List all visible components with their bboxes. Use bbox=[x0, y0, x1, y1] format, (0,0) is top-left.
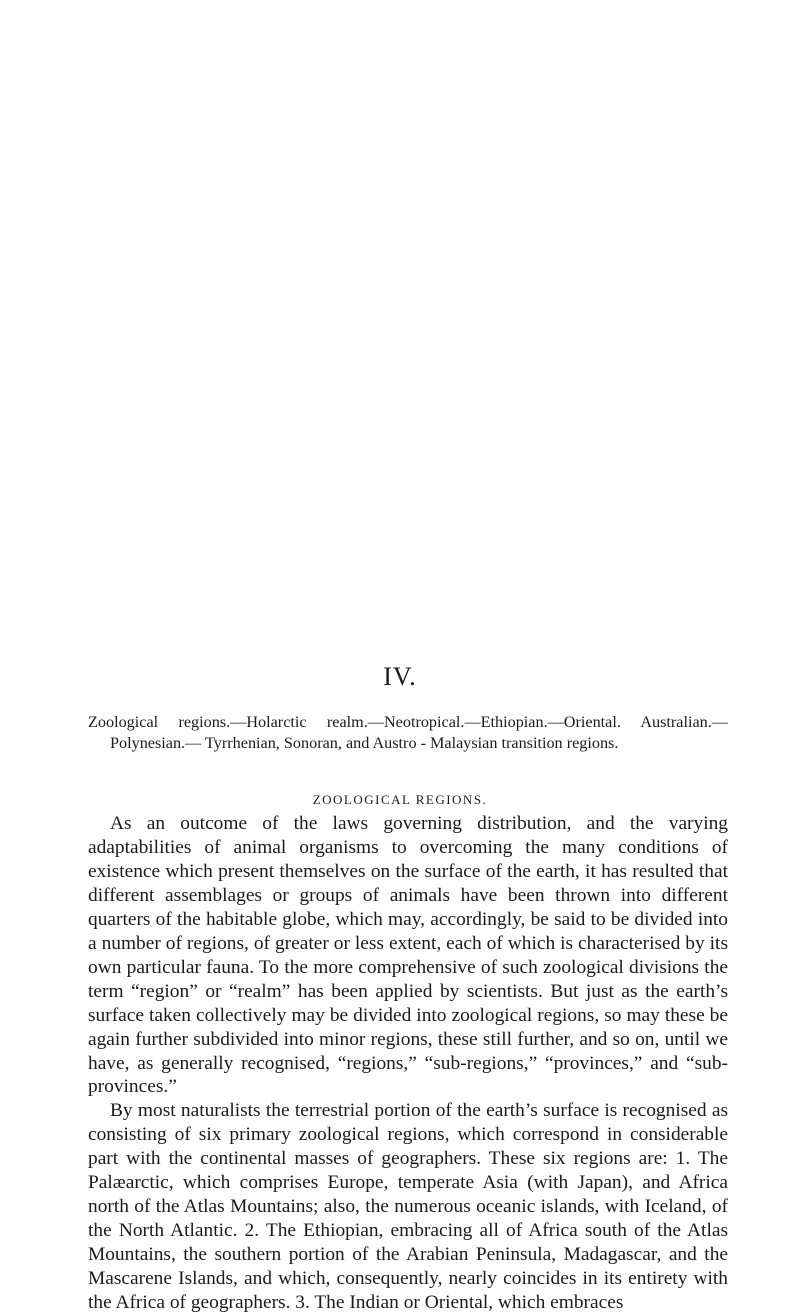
body-paragraph: By most naturalists the terrestrial portion of the earth’s surface is recognised as consisting of six primary zoological regions, which correspond in considerable part with the continental masses of geographers. These six regions are: 1. The Palæarctic, which comprises Europe, temperate Asia (with Japan), and Africa north of the Atlas Mountains; also, the numerous oceanic islands, with Iceland, of the North Atlantic. 2. The Ethiopian, embracing all of Africa south of the Atlas Mountains, the southern portion of the Arabian Peninsula, Madagascar, and the Mascarene Islands, and which, consequently, nearly coincides in its entirety with the Africa of geographers. 3. The Indian or Oriental, which embraces bbox=[88, 1100, 728, 1314]
chapter-synopsis: Zoological regions.—Holarctic realm.—Neotropical.—Ethiopian.—Oriental. Australian.— Polynesian.— Tyrrhenian, Sonoran, and Austro - Malaysian transition regions. bbox=[88, 713, 728, 752]
section-heading: ZOOLOGICAL REGIONS. bbox=[312, 792, 488, 807]
chapter-number: IV. bbox=[383, 662, 417, 691]
body-text bbox=[88, 812, 728, 1315]
body-paragraph: As an outcome of the laws governing distribution, and the varying adaptabilities of animal organisms to overcoming the many conditions of existence which present themselves on the surface of the earth, it has resulted that different assemblages or groups of animals have been thrown into different quarters of the habitable globe, which may, accordingly, be said to be divided into a number of regions, of greater or less extent, each of which is characterised by its own particular fauna. To the more comprehensive of such zoological divisions the term “region” or “realm” has been applied by scientists. But just as the earth’s surface taken collectively may be divided into zoological regions, so may these be again further subdivided into minor regions, these still further, and so on, until we have, as generally recognised, “regions,” “sub-regions,” “provinces,” and “sub-provinces.” bbox=[88, 813, 728, 1098]
